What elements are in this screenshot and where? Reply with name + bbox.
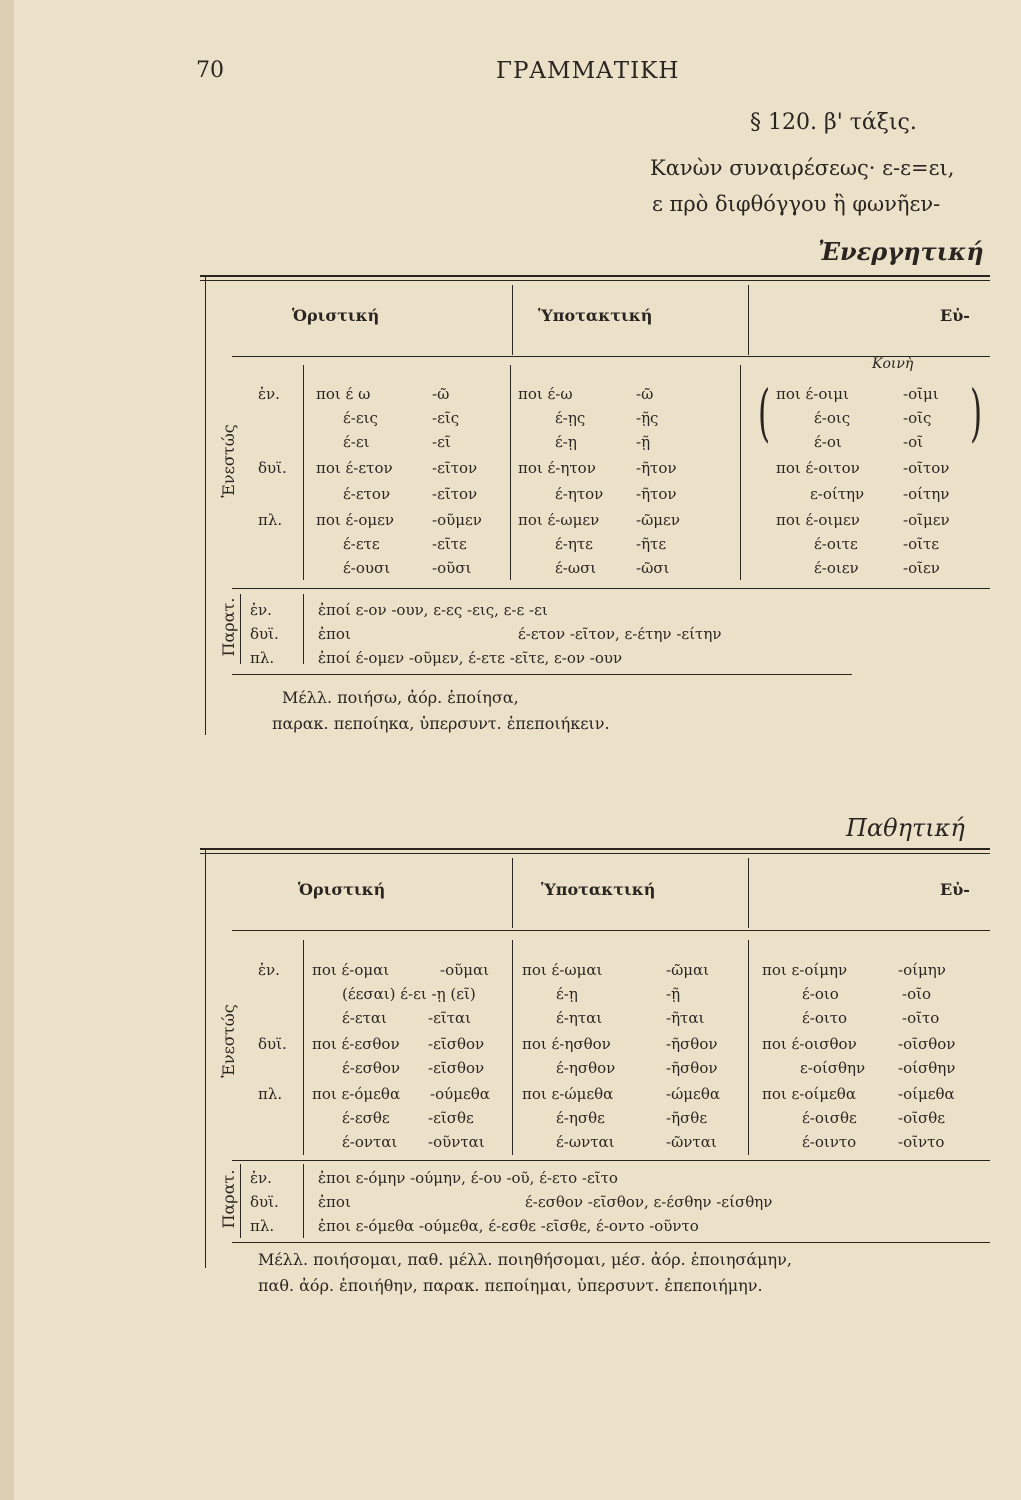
active-sg-label: ἑν. — [258, 385, 280, 403]
passive-header-subjunctive: Ὑποτακτική — [541, 880, 656, 899]
active-ind-1: ποι έ ω — [316, 385, 371, 403]
passive-subj-3: έ-ηται — [556, 1009, 603, 1027]
contraction-rule-line2: ε πρὸ διφθόγγου ἢ φωνῆεν- — [652, 192, 941, 216]
active-ind-7-contr: -εῖτε — [432, 535, 467, 553]
passive-subj-4: ποι έ-ησθον — [522, 1035, 611, 1053]
active-subj-4-contr: -ῆτον — [636, 459, 677, 477]
passive-ind-5: έ-εσθον — [342, 1059, 401, 1077]
active-opt-4-contr: -οῖτον — [903, 459, 950, 477]
passive-opt-7-contr: -οῖσθε — [898, 1109, 946, 1127]
active-opt-2: έ-οις — [814, 409, 851, 427]
active-ind-2: έ-εις — [343, 409, 378, 427]
active-subj-1-contr: -ῶ — [636, 385, 654, 403]
passive-subj-1: ποι έ-ωμαι — [522, 961, 603, 979]
active-opt-1-contr: -οῖμι — [903, 385, 939, 403]
passive-ind-7: έ-εσθε — [342, 1109, 390, 1127]
passive-opt-3-contr: -οῖτο — [902, 1009, 940, 1027]
passive-subj-6-contr: -ώμεθα — [666, 1085, 720, 1103]
passive-impf-sg: ἐποι ε-όμην -ούμην, έ-ου -οῦ, έ-ετο -εῖτο — [318, 1169, 618, 1187]
passive-subj-7-contr: -ῆσθε — [666, 1109, 708, 1127]
passive-opt-7: έ-οισθε — [802, 1109, 857, 1127]
passive-subj-8-contr: -ῶνται — [666, 1133, 717, 1151]
active-ind-5: έ-ετον — [343, 485, 391, 503]
passive-opt-4-contr: -οῖσθον — [898, 1035, 956, 1053]
passive-opt-8-contr: -οῖντο — [898, 1133, 945, 1151]
passive-header-indicative: Ὁριστική — [298, 880, 386, 899]
active-header-subjunctive: Ὑποτακτική — [538, 306, 653, 325]
active-ind-6: ποι έ-ομεν — [316, 511, 395, 529]
passive-du-label: δυϊ. — [258, 1035, 287, 1053]
passive-perfect: παθ. ἀόρ. ἐποιήθην, παρακ. πεποίημαι, ὑπερσυντ. ἐπεποιήμην. — [258, 1276, 763, 1295]
active-subj-5-contr: -ῆτον — [636, 485, 677, 503]
passive-impf-du-prefix: ἐποι — [318, 1193, 351, 1211]
active-opt-7: έ-οιτε — [814, 535, 858, 553]
active-opt-7-contr: -οῖτε — [903, 535, 940, 553]
active-ind-3-contr: -εῖ — [432, 433, 451, 451]
passive-ind-3-contr: -εῖται — [428, 1009, 472, 1027]
active-opt-3-contr: -οῖ — [903, 433, 923, 451]
passive-opt-2: έ-οιο — [802, 985, 839, 1003]
active-impf-sg: ἐποί ε-ον -ουν, ε-ες -εις, ε-ε -ει — [318, 601, 548, 619]
active-opt-6: ποι έ-οιμεν — [776, 511, 860, 529]
active-header-indicative: Ὁριστική — [292, 306, 380, 325]
active-ind-6-contr: -οῦμεν — [432, 511, 482, 529]
active-opt-1: ποι έ-οιμι — [776, 385, 849, 403]
active-ind-7: έ-ετε — [343, 535, 380, 553]
active-ind-8-contr: -οῦσι — [432, 559, 472, 577]
passive-ind-6-contr: -ούμεθα — [430, 1085, 490, 1103]
active-ind-4: ποι έ-ετον — [316, 459, 393, 477]
passive-ind-5-contr: -εῖσθον — [428, 1059, 485, 1077]
passive-subj-7: έ-ησθε — [556, 1109, 605, 1127]
active-opt-5-contr: -οίτην — [903, 485, 950, 503]
active-opt-3: έ-οι — [814, 433, 842, 451]
active-opt-8-contr: -οῖεν — [903, 559, 940, 577]
passive-ind-1: ποι έ-ομαι — [312, 961, 390, 979]
passive-opt-4: ποι έ-οισθον — [762, 1035, 857, 1053]
active-du-label: δυϊ. — [258, 459, 287, 477]
active-impf-du-prefix: ἐποι — [318, 625, 351, 643]
passive-opt-6-contr: -οίμεθα — [898, 1085, 955, 1103]
passive-ind-2: (έεσαι) έ-ει -ῃ (εῖ) — [342, 985, 476, 1003]
active-ind-8: έ-ουσι — [343, 559, 391, 577]
active-subj-5: έ-ητον — [555, 485, 604, 503]
passive-impf-pl: ἐποι ε-όμεθα -ούμεθα, έ-εσθε -εῖσθε, έ-οντο -οῦντο — [318, 1217, 699, 1235]
active-impf-du: έ-ετον -εῖτον, ε-έτην -είτην — [518, 625, 722, 643]
active-voice-title: Ἐνεργητική — [818, 237, 984, 266]
active-subj-2: έ-ῃς — [555, 409, 586, 427]
passive-impf-du: έ-εσθον -εῖσθον, ε-έσθην -είσθην — [525, 1193, 773, 1211]
active-subj-3: έ-ῃ — [555, 433, 577, 451]
active-subj-3-contr: -ῇ — [636, 433, 651, 451]
passive-opt-1: ποι ε-οίμην — [762, 961, 848, 979]
contraction-rule-line1: Κανὼν συναιρέσεως· ε-ε=ει, — [650, 156, 955, 180]
passive-opt-1-contr: -οίμην — [898, 961, 946, 979]
passive-ind-4-contr: -εῖσθον — [428, 1035, 485, 1053]
section-number: § 120. β' τάξις. — [750, 110, 917, 135]
passive-opt-8: έ-οιντο — [802, 1133, 857, 1151]
active-subj-8-contr: -ῶσι — [636, 559, 670, 577]
passive-opt-3: έ-οιτο — [802, 1009, 848, 1027]
active-opt-2-contr: -οῖς — [903, 409, 932, 427]
passive-ind-4: ποι έ-εσθον — [312, 1035, 400, 1053]
active-present-label: Ἐνεστώς — [219, 424, 238, 498]
passive-impf-sg-label: ἑν. — [250, 1169, 272, 1187]
passive-impf-du-label: δυϊ. — [250, 1193, 279, 1211]
active-imperfect-label: Παρατ. — [219, 597, 238, 657]
passive-ind-6: ποι ε-όμεθα — [312, 1085, 401, 1103]
active-opt-5: ε-οίτην — [810, 485, 865, 503]
passive-ind-7-contr: -εῖσθε — [428, 1109, 474, 1127]
passive-present-label: Ἐνεστώς — [219, 1004, 238, 1078]
passive-future: Μέλλ. ποιήσομαι, παθ. μέλλ. ποιηθήσομαι, μέσ. ἀόρ. ἐποιησάμην, — [258, 1250, 792, 1269]
active-subj-7: έ-ητε — [555, 535, 593, 553]
passive-subj-8: έ-ωνται — [556, 1133, 615, 1151]
passive-impf-pl-label: πλ. — [250, 1217, 275, 1235]
passive-pl-label: πλ. — [258, 1085, 283, 1103]
active-opt-6-contr: -οῖμεν — [903, 511, 950, 529]
passive-opt-2-contr: -οῖο — [902, 985, 932, 1003]
active-subj-6: ποι έ-ωμεν — [518, 511, 600, 529]
active-ind-4-contr: -εῖτον — [432, 459, 478, 477]
passive-subj-4-contr: -ῆσθον — [666, 1035, 718, 1053]
active-opt-8: έ-οιεν — [814, 559, 859, 577]
passive-opt-6: ποι ε-οίμεθα — [762, 1085, 856, 1103]
passive-ind-1-contr: -οῦμαι — [440, 961, 489, 979]
active-header-optative: Εὐ- — [940, 306, 970, 325]
active-perfect: παρακ. πεποίηκα, ὑπερσυντ. ἐπεποιήκειν. — [272, 714, 610, 733]
passive-opt-5-contr: -οίσθην — [898, 1059, 956, 1077]
active-impf-sg-label: ἑν. — [250, 601, 272, 619]
passive-opt-5: ε-οίσθην — [800, 1059, 866, 1077]
active-impf-pl-label: πλ. — [250, 649, 275, 667]
passive-subj-1-contr: -ῶμαι — [666, 961, 710, 979]
optative-left-paren: ( — [758, 376, 771, 449]
passive-voice-title: Παθητική — [846, 814, 965, 842]
passive-subj-5: έ-ησθον — [556, 1059, 616, 1077]
passive-header-optative: Εὐ- — [940, 880, 970, 899]
running-title: ΓΡΑΜΜΑΤΙΚΗ — [496, 58, 680, 84]
active-impf-pl: ἐποί έ-ομεν -οῦμεν, έ-ετε -εῖτε, ε-ον -ουν — [318, 649, 623, 667]
active-pl-label: πλ. — [258, 511, 283, 529]
active-subj-4: ποι έ-ητον — [518, 459, 596, 477]
optative-right-paren: ) — [970, 376, 983, 449]
active-subj-8: έ-ωσι — [555, 559, 597, 577]
passive-subj-6: ποι ε-ώμεθα — [522, 1085, 614, 1103]
passive-subj-3-contr: -ῆται — [666, 1009, 705, 1027]
active-ind-1-contr: -ῶ — [432, 385, 450, 403]
page-edge — [0, 0, 14, 1500]
passive-imperfect-label: Παρατ. — [219, 1169, 238, 1229]
active-future: Μέλλ. ποιήσω, ἀόρ. ἐποίησα, — [282, 688, 519, 707]
active-impf-du-label: δυϊ. — [250, 625, 279, 643]
active-subj-6-contr: -ῶμεν — [636, 511, 680, 529]
active-koine-label: Κοινὴ — [872, 356, 914, 372]
passive-subj-2-contr: -ῇ — [666, 985, 681, 1003]
active-subj-2-contr: -ῇς — [636, 409, 659, 427]
passive-ind-8-contr: -οῦνται — [428, 1133, 485, 1151]
passive-sg-label: ἑν. — [258, 961, 280, 979]
page-number: 70 — [196, 58, 224, 83]
active-ind-3: έ-ει — [343, 433, 370, 451]
active-subj-1: ποι έ-ω — [518, 385, 573, 403]
active-ind-5-contr: -εῖτον — [432, 485, 478, 503]
passive-subj-2: έ-ῃ — [556, 985, 578, 1003]
passive-ind-8: έ-ονται — [342, 1133, 398, 1151]
active-subj-7-contr: -ῆτε — [636, 535, 667, 553]
passive-ind-3: έ-εται — [342, 1009, 387, 1027]
active-ind-2-contr: -εῖς — [432, 409, 460, 427]
passive-subj-5-contr: -ῆσθον — [666, 1059, 718, 1077]
active-opt-4: ποι έ-οιτον — [776, 459, 860, 477]
